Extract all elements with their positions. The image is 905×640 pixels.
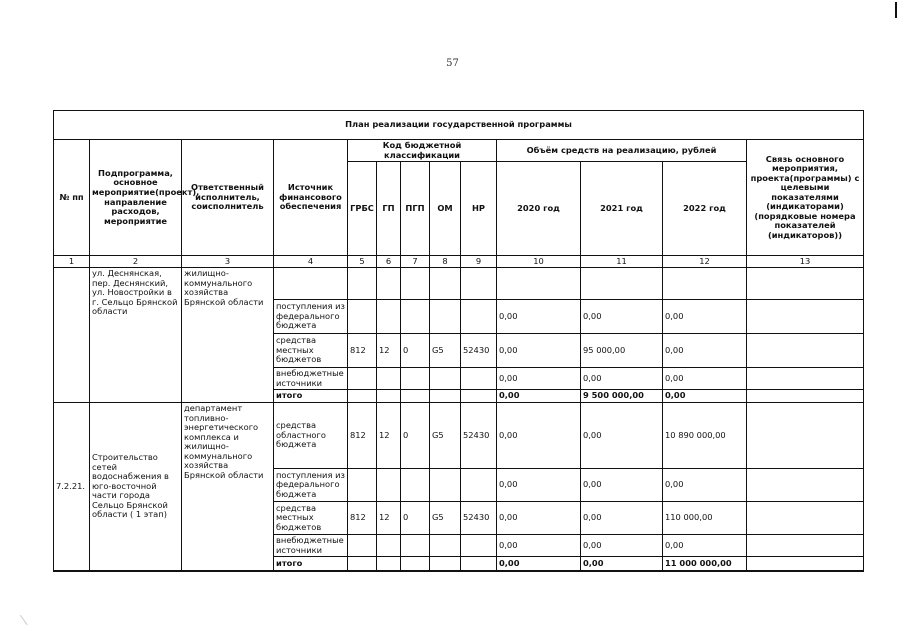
amount-2022: 0,00 <box>663 334 747 368</box>
pgp-cell: 0 <box>401 502 430 535</box>
amount-2021: 0,00 <box>581 535 663 557</box>
executor-cell: департамент топливно-энергетического комплекса и жилищно-коммунального хозяйства Брянской области <box>182 403 274 571</box>
amount-2020: 0,00 <box>497 403 581 469</box>
amount-2022: 10 890 000,00 <box>663 403 747 469</box>
header-gp: ГП <box>377 162 401 256</box>
np-cell: 52430 <box>461 502 497 535</box>
header-2022: 2022 год <box>663 162 747 256</box>
amount-2020: 0,00 <box>497 390 581 403</box>
header-2021: 2021 год <box>581 162 663 256</box>
np-cell <box>461 390 497 403</box>
link-cell <box>747 557 864 571</box>
amount-2022: 0,00 <box>663 390 747 403</box>
scan-mark <box>20 607 39 625</box>
subprogram-cell: ул. Деснянская, пер. Деснянский, ул. Новостройки в г. Сельцо Брянской области <box>90 268 182 403</box>
grbs-cell: 812 <box>348 334 377 368</box>
header-num: № пп <box>54 140 90 256</box>
om-cell <box>430 535 461 557</box>
column-number: 11 <box>581 256 663 268</box>
subprogram-cell: Строительство сетей водоснабжения в юго-восточной части города Сельцо Брянской области ( 1 этап) <box>90 403 182 571</box>
om-cell: G5 <box>430 502 461 535</box>
pgp-cell <box>401 469 430 502</box>
source-cell: средства местных бюджетов <box>274 502 348 535</box>
gp-cell: 12 <box>377 502 401 535</box>
gp-cell <box>377 535 401 557</box>
column-number: 13 <box>747 256 864 268</box>
header-np: НР <box>461 162 497 256</box>
link-cell <box>747 300 864 334</box>
amount-2022: 0,00 <box>663 300 747 334</box>
amount-2021: 0,00 <box>581 300 663 334</box>
header-grbs: ГРБС <box>348 162 377 256</box>
amount-2021: 0,00 <box>581 368 663 390</box>
link-cell <box>747 469 864 502</box>
amount-2020: 0,00 <box>497 557 581 571</box>
source-cell: внебюджетные источники <box>274 535 348 557</box>
column-number: 5 <box>348 256 377 268</box>
np-cell: 52430 <box>461 403 497 469</box>
amount-2021: 0,00 <box>581 502 663 535</box>
gp-cell <box>377 300 401 334</box>
header-om: ОМ <box>430 162 461 256</box>
link-cell <box>747 403 864 469</box>
gp-cell: 12 <box>377 334 401 368</box>
amount-2022: 11 000 000,00 <box>663 557 747 571</box>
column-number: 2 <box>90 256 182 268</box>
link-cell <box>747 368 864 390</box>
om-cell <box>430 300 461 334</box>
om-cell: G5 <box>430 334 461 368</box>
gp-cell <box>377 469 401 502</box>
column-number: 1 <box>54 256 90 268</box>
pgp-cell <box>401 390 430 403</box>
column-number: 4 <box>274 256 348 268</box>
amount-2021: 0,00 <box>581 469 663 502</box>
gp-cell <box>377 557 401 571</box>
grbs-cell <box>348 368 377 390</box>
om-cell <box>430 390 461 403</box>
column-number: 3 <box>182 256 274 268</box>
np-cell <box>461 535 497 557</box>
table-title: План реализации государственной программы <box>54 111 864 140</box>
om-cell <box>430 469 461 502</box>
row-num: 7.2.21. <box>54 403 90 571</box>
amount-2020: 0,00 <box>497 300 581 334</box>
pgp-cell: 0 <box>401 403 430 469</box>
amount-2020: 0,00 <box>497 469 581 502</box>
gp-cell <box>377 368 401 390</box>
column-number: 12 <box>663 256 747 268</box>
amount-2021: 9 500 000,00 <box>581 390 663 403</box>
implementation-plan-table <box>53 110 864 572</box>
header-pgp: ПГП <box>401 162 430 256</box>
amount-2022: 0,00 <box>663 535 747 557</box>
gp-cell <box>377 390 401 403</box>
pgp-cell <box>401 300 430 334</box>
column-number: 9 <box>461 256 497 268</box>
grbs-cell <box>348 390 377 403</box>
grbs-cell <box>348 535 377 557</box>
link-cell <box>747 535 864 557</box>
executor-cell: жилищно-коммунального хозяйства Брянской области <box>182 268 274 403</box>
source-cell: средства областного бюджета <box>274 403 348 469</box>
source-cell: итого <box>274 557 348 571</box>
source-cell: поступления из федерального бюджета <box>274 469 348 502</box>
source-cell: внебюджетные источники <box>274 368 348 390</box>
np-cell <box>461 368 497 390</box>
grbs-cell <box>348 469 377 502</box>
header-2020: 2020 год <box>497 162 581 256</box>
amount-2021: 95 000,00 <box>581 334 663 368</box>
header-executor: Ответственный исполнитель, соисполнитель <box>182 140 274 256</box>
amount-2020: 0,00 <box>497 334 581 368</box>
link-cell <box>747 390 864 403</box>
page-number: 57 <box>446 58 459 69</box>
column-number: 10 <box>497 256 581 268</box>
np-cell: 52430 <box>461 334 497 368</box>
column-number: 6 <box>377 256 401 268</box>
amount-2020: 0,00 <box>497 502 581 535</box>
amount-2021: 0,00 <box>581 403 663 469</box>
amount-2020: 0,00 <box>497 368 581 390</box>
header-budget-code: Код бюджетной классификации <box>348 140 497 162</box>
amount-2020: 0,00 <box>497 535 581 557</box>
source-cell: поступления из федерального бюджета <box>274 300 348 334</box>
pgp-cell <box>401 535 430 557</box>
np-cell <box>461 469 497 502</box>
edge-mark <box>895 2 897 18</box>
header-subprogram: Подпрограмма, основное мероприятие(проект), направление расходов, мероприятие <box>90 140 182 256</box>
amount-2021: 0,00 <box>581 557 663 571</box>
amount-2022: 0,00 <box>663 368 747 390</box>
np-cell <box>461 300 497 334</box>
grbs-cell <box>348 300 377 334</box>
gp-cell: 12 <box>377 403 401 469</box>
pgp-cell: 0 <box>401 334 430 368</box>
source-cell: итого <box>274 390 348 403</box>
grbs-cell: 812 <box>348 403 377 469</box>
grbs-cell: 812 <box>348 502 377 535</box>
row-num <box>54 268 90 403</box>
header-volume: Объём средств на реализацию, рублей <box>497 140 747 162</box>
om-cell <box>430 368 461 390</box>
link-cell <box>747 502 864 535</box>
header-source: Источник финансового обеспечения <box>274 140 348 256</box>
pgp-cell <box>401 368 430 390</box>
om-cell <box>430 557 461 571</box>
link-cell <box>747 334 864 368</box>
column-number: 7 <box>401 256 430 268</box>
amount-2022: 0,00 <box>663 469 747 502</box>
grbs-cell <box>348 557 377 571</box>
pgp-cell <box>401 557 430 571</box>
column-number: 8 <box>430 256 461 268</box>
amount-2022: 110 000,00 <box>663 502 747 535</box>
np-cell <box>461 557 497 571</box>
om-cell: G5 <box>430 403 461 469</box>
source-cell: средства местных бюджетов <box>274 334 348 368</box>
header-link: Связь основного мероприятия, проекта(программы) с целевыми показателями (индикаторами) (порядковые номера показателей (индикаторов)) <box>747 140 864 256</box>
